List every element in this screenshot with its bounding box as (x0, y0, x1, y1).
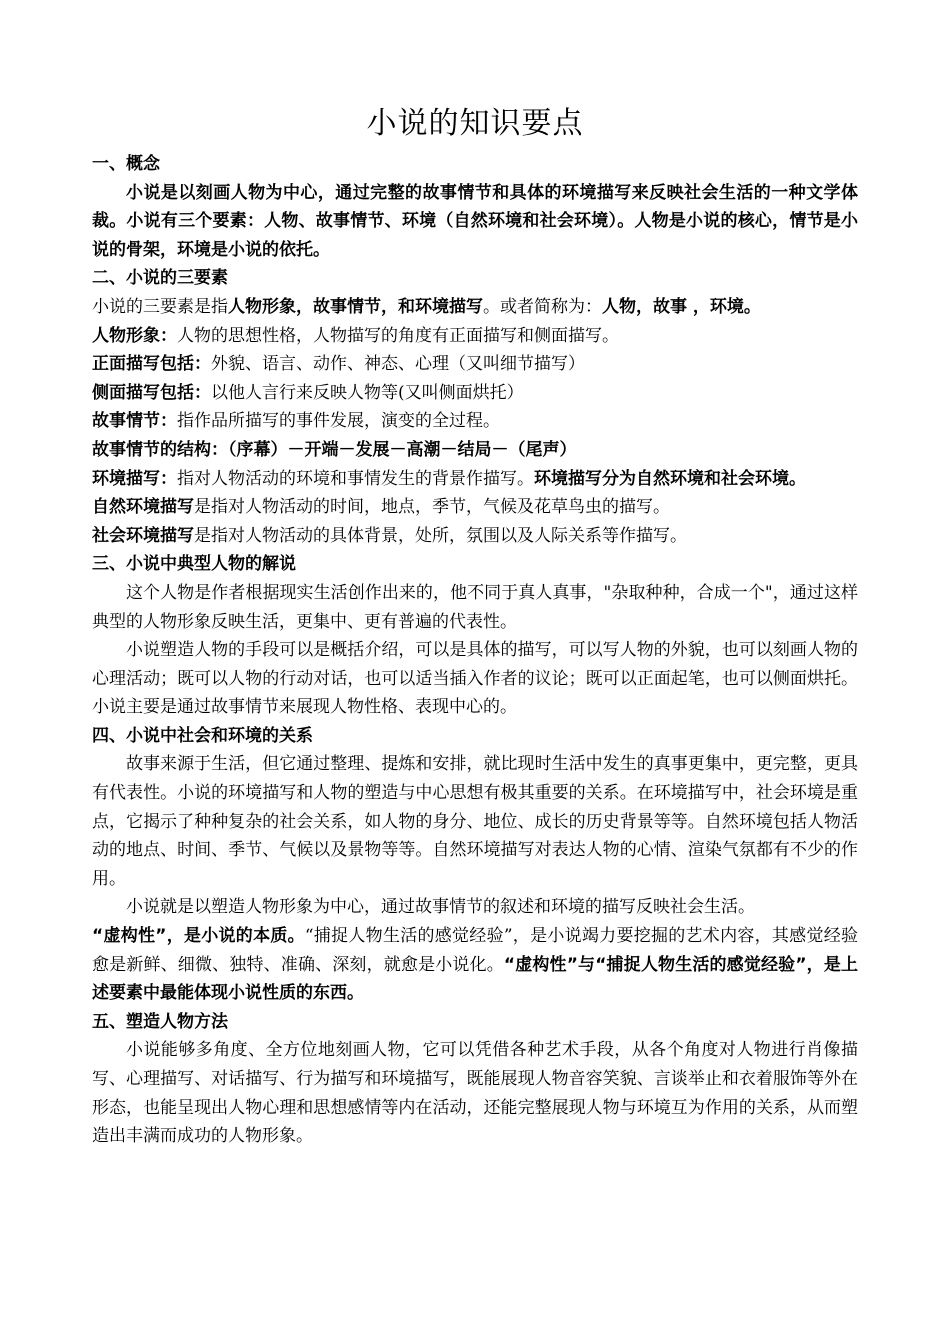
paragraph (92, 922, 858, 1008)
section-heading: 五、塑造人物方法 (92, 1011, 228, 1032)
bold-text: 人物，故事 ，环境。 (602, 296, 761, 317)
page-title: 小说的知识要点 (366, 106, 584, 141)
text: 人物的思想性格，人物描写的角度有正面描写和侧面描写。 (177, 325, 619, 346)
text: 小说的三要素是指 (92, 296, 228, 317)
bold-text: “虚构性”，是小说的本质。 (92, 926, 305, 947)
term-label: 人物形象： (92, 325, 177, 346)
text: 。或者简称为： (483, 296, 602, 317)
bold-text: 环境描写分为自然环境和社会环境。 (534, 468, 806, 489)
text: 指对人物活动的环境和事情发生的背景作描写。 (177, 468, 534, 489)
term-label: 正面描写包括： (92, 354, 211, 375)
paragraph (92, 493, 858, 522)
term-label: 侧面描写包括： (92, 382, 211, 403)
section-three-elements (92, 264, 858, 550)
paragraph: 故事来源于生活，但它通过整理、提炼和安排，就比现时生活中发生的真事更集中，更完整，更具有代表性。小说的环境描写和人物的塑造与中心思想有极其重要的关系。在环境描写中，社会环境是重点，它揭示了种种复杂的社会关系，如人物的身分、地位、成长的历史背景等等。自然环境包括人物活动的地点、时间、季节、气候以及景物等等。自然环境描写对表达人物的心情、渲染气氛都有不少的作用。 (92, 754, 858, 889)
paragraph (92, 407, 858, 436)
bold-text: “虚构性”与“捕捉人物生活的感觉经验”，是上述要素中最能体现小说性质的东西。 (92, 954, 858, 1004)
paragraph (92, 293, 858, 322)
paragraph: 小说塑造人物的手段可以是概括介绍，可以是具体的描写，可以写人物的外貌，也可以刻画人物的心理活动；既可以人物的行动对话，也可以适当插入作者的议论；既可以正面起笔，也可以侧面烘托。小说主要是通过故事情节来展现人物性格、表现中心的。 (92, 640, 858, 718)
section-concept (92, 150, 858, 264)
section-character-methods (92, 1008, 858, 1151)
text: 是指对人物活动的时间，地点，季节，气候及花草鸟虫的描写。 (194, 497, 670, 518)
text: 是指对人物活动的具体背景，处所，氛围以及人际关系等作描写。 (194, 525, 687, 546)
paragraph (92, 522, 858, 551)
paragraph: 故事情节的结构：（序幕）－开端－发展－高潮－结局－（尾声） (92, 439, 577, 460)
paragraph (92, 379, 858, 408)
paragraph: 小说是以刻画人物为中心，通过完整的故事情节和具体的环境描写来反映社会生活的一种文学体裁。小说有三个要素：人物、故事情节、环境（自然环境和社会环境）。人物是小说的核心，情节是小说的骨架，环境是小说的依托。 (92, 182, 858, 260)
text: 外貌、语言、动作、神态、心理（又叫细节描写） (211, 354, 585, 375)
paragraph: 小说能够多角度、全方位地刻画人物，它可以凭借各种艺术手段，从各个角度对人物进行肖像描写、心理描写、对话描写、行为描写和环境描写，既能展现人物音容笑貌、言谈举止和衣着服饰等外在形态，也能呈现出人物心理和思想感情等内在活动，还能完整展现人物与环境互为作用的关系，从而塑造出丰满而成功的人物形象。 (92, 1040, 858, 1147)
term-label: 故事情节： (92, 411, 177, 432)
section-typical-character (92, 550, 858, 722)
paragraph: 小说就是以塑造人物形象为中心，通过故事情节的叙述和环境的描写反映社会生活。 (126, 897, 755, 918)
text: “捕捉人物生活的感觉经验”，是小说竭力要挖掘的艺术内容，其感觉经验愈是新鲜、细微、独特、准确、深刻，就愈是小说化。 (92, 926, 858, 975)
section-heading: 三、小说中典型人物的解说 (92, 554, 296, 575)
section-heading: 四、小说中社会和环境的关系 (92, 725, 313, 746)
term-label: 社会环境描写 (92, 525, 194, 546)
text: 指作品所描写的事件发展，演变的全过程。 (177, 411, 500, 432)
text: 以他人言行来反映人物等(又叫侧面烘托） (211, 382, 524, 403)
paragraph (92, 350, 858, 379)
section-heading: 二、小说的三要素 (92, 268, 228, 289)
term-label: 环境描写： (92, 468, 177, 489)
term-label: 自然环境描写 (92, 497, 194, 518)
paragraph: 这个人物是作者根据现实生活创作出来的，他不同于真人真事，"杂取种种，合成一个"，通过这样典型的人物形象反映生活，更集中、更有普遍的代表性。 (92, 582, 858, 632)
section-society-environment (92, 722, 858, 1008)
paragraph (92, 322, 858, 351)
paragraph (92, 465, 858, 494)
section-heading: 一、概念 (92, 154, 160, 174)
bold-text: 人物形象，故事情节，和环境描写 (228, 296, 483, 317)
